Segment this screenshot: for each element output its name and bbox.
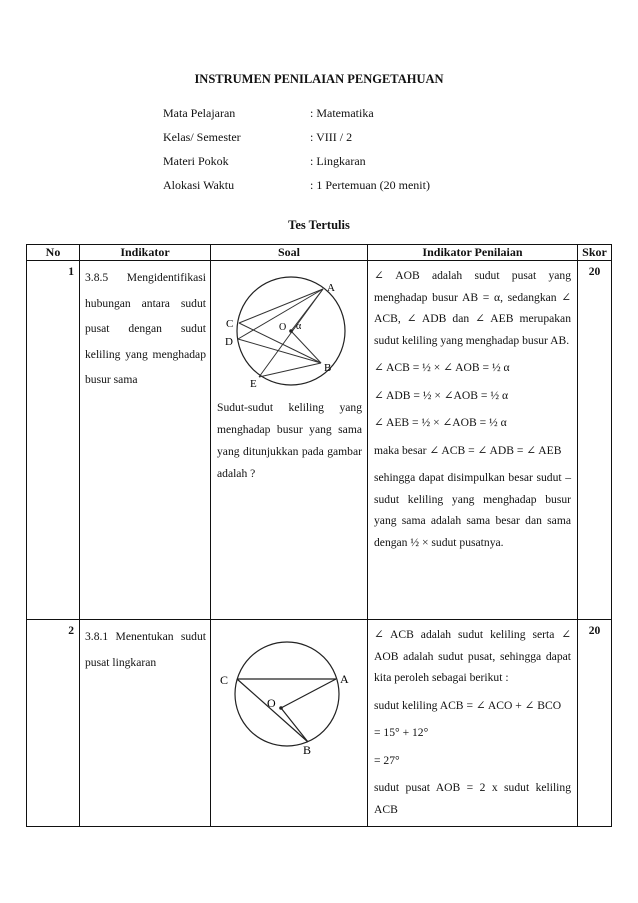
label-a: A <box>340 672 349 686</box>
label-a: A <box>327 282 335 294</box>
label-o: O <box>279 322 287 333</box>
assessment-line: ∠ AEB = ½ × ∠AOB = ½ α <box>374 416 507 429</box>
header-indikator-penilaian: Indikator Penilaian <box>368 245 578 261</box>
header-skor: Skor <box>578 245 612 261</box>
assessment-cell <box>368 261 578 620</box>
table-row <box>27 261 612 620</box>
assessment-line: ∠ AOB adalah sudut pusat yang menghadap busur AB = α, sedangkan ∠ ACB, ∠ ADB dan ∠ AEB merupakan sudut keliling yang menghadap busur AB. <box>374 269 571 347</box>
assessment-line: sudut pusat AOB = 2 x sudut keliling ACB <box>374 781 571 816</box>
label-e: E <box>250 378 257 389</box>
label-c: C <box>226 318 234 330</box>
score-cell: 20 <box>578 261 612 620</box>
circle-central-angle-figure <box>217 630 362 755</box>
meta-value: : Lingkaran <box>310 154 366 168</box>
question-text: Sudut-sudut keliling yang menghadap busur yang sama yang ditunjukkan pada gambar adalah ? <box>217 401 362 480</box>
label-b: B <box>324 362 332 374</box>
header-soal: Soal <box>211 245 368 261</box>
label-alpha: α <box>296 321 302 332</box>
test-type-heading: Tes Tertulis <box>288 218 350 232</box>
assessment-line: maka besar ∠ ACB = ∠ ADB = ∠ AEB <box>374 443 562 457</box>
label-b: B <box>303 743 312 755</box>
assessment-table <box>26 244 612 827</box>
meta-label: Kelas/ Semester <box>163 130 241 144</box>
meta-label: Alokasi Waktu <box>163 178 235 192</box>
row-number: 2 <box>27 620 80 827</box>
assessment-line: ∠ ACB = ½ × ∠ AOB = ½ α <box>374 361 510 374</box>
assessment-cell <box>368 620 578 827</box>
indicator-cell: 3.8.1 Menentukan sudut pusat lingkaran <box>80 620 211 827</box>
label-c: C <box>220 673 229 687</box>
assessment-line: sehingga dapat disimpulkan besar sudut – sudut keliling yang menghadap busur yang sama adalah sama besar dan sama dengan ½ × sudut pusatnya. <box>374 471 571 549</box>
meta-value: : VIII / 2 <box>310 130 353 144</box>
label-d: D <box>225 336 233 348</box>
question-cell <box>211 620 368 827</box>
header-indikator: Indikator <box>80 245 211 261</box>
meta-value: : Matematika <box>310 106 374 120</box>
assessment-line: sudut keliling ACB = ∠ ACO + ∠ BCO <box>374 698 562 712</box>
document-title: INSTRUMEN PENILAIAN PENGETAHUAN <box>194 72 444 86</box>
row-number: 1 <box>27 261 80 620</box>
score-cell: 20 <box>578 620 612 827</box>
meta-value: : 1 Pertemuan (20 menit) <box>310 178 430 192</box>
question-cell <box>211 261 368 620</box>
table-header-row <box>27 245 612 261</box>
indicator-cell: 3.8.5 Mengidentifikasi hubungan antara sudut pusat dengan sudut keliling yang menghadap busur sama <box>80 261 211 620</box>
assessment-line: ∠ ADB = ½ × ∠AOB = ½ α <box>374 388 509 402</box>
header-no: No <box>27 245 80 261</box>
meta-label: Materi Pokok <box>163 154 229 168</box>
meta-label: Mata Pelajaran <box>163 106 236 120</box>
assessment-line: = 27° <box>374 753 400 767</box>
assessment-line: = 15° + 12° <box>374 726 429 739</box>
table-row <box>27 620 612 827</box>
assessment-line: ∠ ACB adalah sudut keliling serta ∠ AOB adalah sudut pusat, sehingga dapat kita peroleh sebagai berikut : <box>374 628 571 684</box>
label-o: O <box>267 696 276 710</box>
circle-angles-figure <box>217 271 362 389</box>
